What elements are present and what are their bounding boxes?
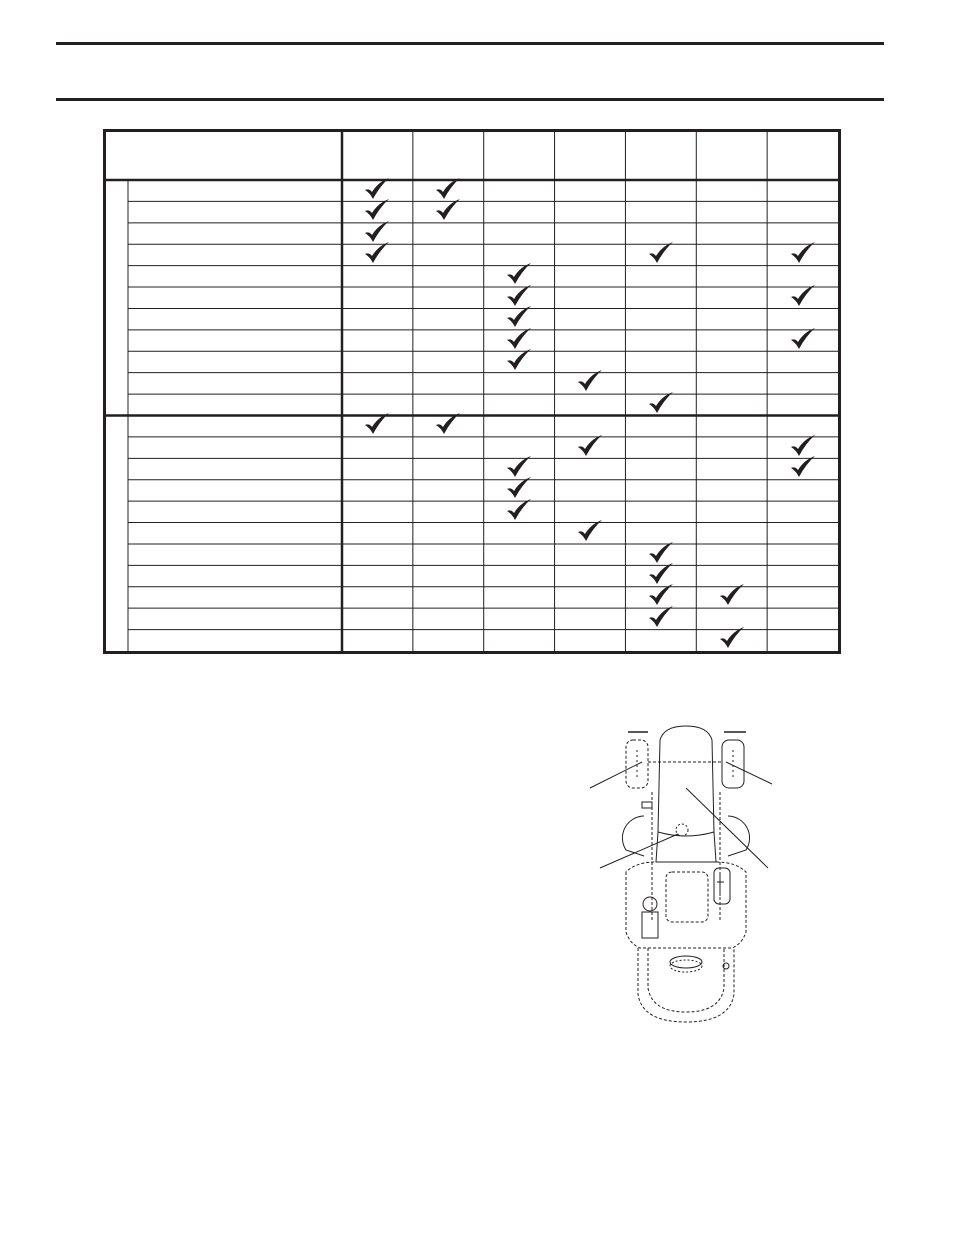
check-mark-icon [576,520,604,542]
check-mark-icon [576,370,604,392]
check-mark-icon [363,221,391,243]
check-mark-icon [647,542,675,564]
check-mark-icon [434,413,462,435]
check-mark-icon [647,584,675,606]
check-mark-icon [363,178,391,200]
check-mark-icon [363,199,391,221]
check-mark-icon [505,477,533,499]
check-mark-icon [647,392,675,414]
check-mark-icon [363,413,391,435]
check-mark-icon [789,328,817,350]
check-mark-icon [505,306,533,328]
check-mark-icon [789,285,817,307]
check-mark-icon [505,285,533,307]
check-mark-icon [434,178,462,200]
check-mark-icon [576,435,604,457]
check-mark-icon [505,499,533,521]
check-mark-icon [647,242,675,264]
check-mark-icon [505,328,533,350]
check-mark-icon [505,263,533,285]
check-mark-icon [505,349,533,371]
check-mark-icon [789,435,817,457]
check-mark-icon [789,242,817,264]
check-mark-icon [647,563,675,585]
maintenance-schedule-table [103,129,841,654]
check-mark-icon [647,606,675,628]
check-mark-icon [363,242,391,264]
check-mark-icon [505,456,533,478]
tractor-diagram [586,722,786,1027]
check-mark-icon [434,199,462,221]
header-rule-top [56,42,884,45]
table-grid [106,132,838,651]
check-mark-icon [718,627,746,649]
check-mark-icon [718,584,746,606]
check-mark-icon [789,456,817,478]
tractor-top-view-icon [586,722,786,1027]
header-rule-bottom [56,98,884,101]
